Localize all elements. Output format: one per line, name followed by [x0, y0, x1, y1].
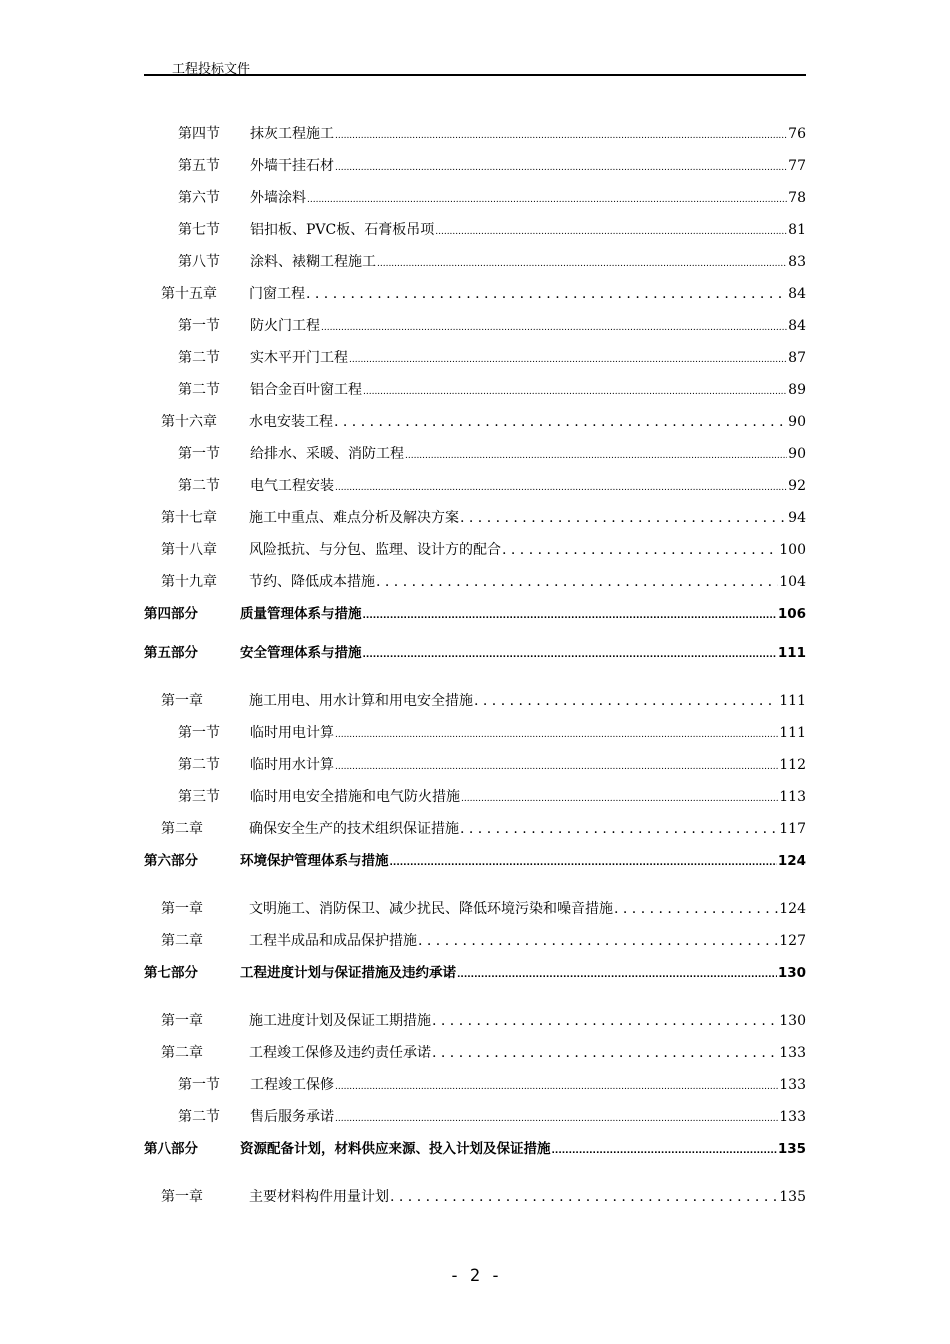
- toc-entry-number: 第七节: [178, 222, 220, 238]
- toc-entry-title: 外墙涂料: [250, 190, 306, 206]
- toc-entry-title: 临时用水计算: [250, 757, 334, 773]
- toc-entry-page: 81: [788, 222, 806, 238]
- toc-entry-number: 第六部分: [144, 853, 198, 869]
- toc-entry-title: 工程进度计划与保证措施及违约承诺: [240, 965, 456, 981]
- toc-entry-page: 94: [788, 510, 806, 526]
- toc-entry[interactable]: [144, 604, 806, 624]
- toc-entry-page: 130: [779, 1013, 806, 1029]
- toc-entry-number: 第二章: [161, 933, 203, 949]
- toc-entry-title: 临时用电安全措施和电气防火措施: [250, 789, 460, 805]
- toc-leader-dots: [363, 380, 787, 402]
- toc-leader-dots: [457, 963, 777, 985]
- toc-entry-number: 第二节: [178, 478, 220, 494]
- toc-entry[interactable]: [161, 540, 806, 560]
- toc-entry-title: 文明施工、消防保卫、减少扰民、降低环境污染和噪音措施: [249, 901, 613, 917]
- toc-entry-title: 防火门工程: [250, 318, 320, 334]
- toc-entry-title: 涂料、裱糊工程施工: [250, 254, 376, 270]
- toc-entry-page: 78: [788, 190, 806, 206]
- page-number: - 2 -: [449, 1266, 501, 1286]
- toc-leader-dots: [552, 1139, 777, 1161]
- toc-leader-dots: [349, 348, 787, 370]
- toc-entry[interactable]: [178, 252, 806, 272]
- toc-entry-page: 133: [779, 1045, 806, 1061]
- toc-entry-number: 第二节: [178, 1109, 220, 1125]
- toc-entry-number: 第四部分: [144, 606, 198, 622]
- toc-entry-page: 104: [779, 574, 806, 590]
- toc-entry[interactable]: [178, 1075, 806, 1095]
- toc-entry[interactable]: [178, 1107, 806, 1127]
- toc-entry-number: 第十五章: [161, 286, 217, 302]
- toc-entry[interactable]: [161, 819, 806, 839]
- toc-entry-page: 135: [779, 1189, 806, 1205]
- toc-leader-dots: [461, 787, 778, 809]
- toc-entry-page: 84: [788, 318, 806, 334]
- toc-entry[interactable]: [161, 1187, 806, 1207]
- toc-entry-page: 111: [777, 645, 806, 661]
- toc-entry-title: 临时用电计算: [250, 725, 334, 741]
- toc-entry-number: 第十七章: [161, 510, 217, 526]
- toc-leader-dots: [474, 691, 778, 711]
- toc-entry-number: 第十八章: [161, 542, 217, 558]
- toc-entry-page: 111: [779, 725, 806, 741]
- toc-entry[interactable]: [178, 348, 806, 368]
- toc-entry-page: 113: [779, 789, 806, 805]
- toc-entry-number: 第一章: [161, 693, 203, 709]
- toc-entry[interactable]: [178, 220, 806, 240]
- toc-entry-number: 第五节: [178, 158, 220, 174]
- toc-entry-title: 工程竣工保修及违约责任承诺: [249, 1045, 431, 1061]
- toc-entry-title: 安全管理体系与措施: [240, 645, 362, 661]
- toc-entry-title: 售后服务承诺: [250, 1109, 334, 1125]
- toc-entry-page: 135: [777, 1141, 806, 1157]
- toc-entry-title: 质量管理体系与措施: [240, 606, 362, 622]
- toc-entry[interactable]: [178, 476, 806, 496]
- toc-entry-page: 89: [788, 382, 806, 398]
- toc-leader-dots: [460, 819, 778, 839]
- toc-entry-number: 第二节: [178, 757, 220, 773]
- toc-entry-page: 90: [788, 414, 806, 430]
- toc-entry-number: 第一节: [178, 318, 220, 334]
- toc-entry[interactable]: [161, 899, 806, 919]
- toc-entry-number: 第八节: [178, 254, 220, 270]
- toc-entry-page: 127: [779, 933, 806, 949]
- toc-entry-number: 第二节: [178, 382, 220, 398]
- toc-entry-title: 工程竣工保修: [250, 1077, 334, 1093]
- toc-leader-dots: [335, 156, 787, 178]
- toc-leader-dots: [335, 1107, 778, 1129]
- toc-entry-title: 施工用电、用水计算和用电安全措施: [249, 693, 473, 709]
- toc-entry-page: 130: [777, 965, 806, 981]
- toc-entry-page: 117: [779, 821, 806, 837]
- toc-entry-title: 门窗工程: [249, 286, 305, 302]
- header-divider: [144, 74, 806, 76]
- toc-entry-number: 第八部分: [144, 1141, 198, 1157]
- toc-leader-dots: [418, 931, 778, 951]
- toc-entry-page: 76: [788, 126, 806, 142]
- toc-entry-page: 92: [788, 478, 806, 494]
- toc-leader-dots: [390, 851, 777, 873]
- toc-leader-dots: [502, 540, 778, 560]
- toc-entry[interactable]: [161, 931, 806, 951]
- toc-leader-dots: [432, 1011, 778, 1031]
- toc-entry-number: 第四节: [178, 126, 220, 142]
- toc-entry-page: 133: [779, 1109, 806, 1125]
- toc-entry-number: 第二章: [161, 1045, 203, 1061]
- toc-entry-title: 实木平开门工程: [250, 350, 348, 366]
- toc-entry-page: 111: [779, 693, 806, 709]
- toc-entry-page: 100: [779, 542, 806, 558]
- toc-entry[interactable]: [161, 1011, 806, 1031]
- toc-entry-number: 第六节: [178, 190, 220, 206]
- toc-entry-page: 77: [788, 158, 806, 174]
- toc-leader-dots: [335, 1075, 778, 1097]
- toc-entry-number: 第一章: [161, 1013, 203, 1029]
- toc-leader-dots: [405, 444, 787, 466]
- toc-entry-number: 第二节: [178, 350, 220, 366]
- toc-entry[interactable]: [178, 156, 806, 176]
- toc-entry-number: 第十九章: [161, 574, 217, 590]
- toc-entry[interactable]: [161, 412, 806, 432]
- toc-entry-number: 第五部分: [144, 645, 198, 661]
- toc-entry-page: 83: [788, 254, 806, 270]
- toc-entry-title: 铝扣板、PVC板、石膏板吊项: [250, 222, 435, 238]
- toc-entry-title: 风险抵抗、与分包、监理、设计方的配合: [249, 542, 501, 558]
- toc-entry[interactable]: [161, 691, 806, 711]
- toc-entry-number: 第十六章: [161, 414, 217, 430]
- toc-entry-title: 主要材料构件用量计划: [249, 1189, 389, 1205]
- toc-entry[interactable]: [178, 316, 806, 336]
- toc-leader-dots: [334, 412, 787, 432]
- toc-entry[interactable]: [178, 444, 806, 464]
- toc-entry-page: 90: [788, 446, 806, 462]
- toc-entry-number: 第一节: [178, 1077, 220, 1093]
- toc-entry[interactable]: [161, 1043, 806, 1063]
- toc-entry-title: 工程半成品和成品保护措施: [249, 933, 417, 949]
- toc-leader-dots: [307, 188, 787, 210]
- toc-leader-dots: [335, 124, 787, 146]
- toc-entry[interactable]: [144, 851, 806, 871]
- toc-entry-title: 外墙干挂石材: [250, 158, 334, 174]
- toc-leader-dots: [363, 604, 777, 626]
- toc-entry-title: 水电安装工程: [249, 414, 333, 430]
- toc-entry-title: 节约、降低成本措施: [249, 574, 375, 590]
- toc-entry[interactable]: [178, 124, 806, 144]
- toc-leader-dots: [377, 252, 787, 274]
- toc-entry-number: 第二章: [161, 821, 203, 837]
- toc-entry[interactable]: [178, 380, 806, 400]
- toc-entry[interactable]: [178, 787, 806, 807]
- toc-leader-dots: [321, 316, 787, 338]
- toc-entry[interactable]: [161, 284, 806, 304]
- toc-entry-page: 106: [777, 606, 806, 622]
- toc-entry[interactable]: [144, 963, 806, 983]
- toc-entry-page: 133: [779, 1077, 806, 1093]
- toc-entry[interactable]: [161, 572, 806, 592]
- toc-entry-title: 资源配备计划，材料供应来源、投入计划及保证措施: [240, 1141, 551, 1157]
- toc-entry-number: 第一节: [178, 725, 220, 741]
- toc-entry-title: 铝合金百叶窗工程: [250, 382, 362, 398]
- toc-leader-dots: [460, 508, 787, 528]
- toc-entry-page: 84: [788, 286, 806, 302]
- toc-leader-dots: [390, 1187, 778, 1207]
- toc-entry[interactable]: [144, 643, 806, 663]
- toc-entry-title: 抹灰工程施工: [250, 126, 334, 142]
- toc-entry-title: 确保安全生产的技术组织保证措施: [249, 821, 459, 837]
- toc-leader-dots: [335, 476, 787, 498]
- toc-leader-dots: [435, 220, 787, 242]
- toc-leader-dots: [335, 755, 778, 777]
- toc-entry-title: 电气工程安装: [250, 478, 334, 494]
- toc-entry-title: 施工进度计划及保证工期措施: [249, 1013, 431, 1029]
- toc-entry-title: 施工中重点、难点分析及解决方案: [249, 510, 459, 526]
- toc-entry-number: 第一章: [161, 901, 203, 917]
- toc-entry-page: 124: [777, 853, 806, 869]
- toc-entry-title: 给排水、采暖、消防工程: [250, 446, 404, 462]
- toc-entry-page: 124: [779, 901, 806, 917]
- toc-entry[interactable]: [178, 755, 806, 775]
- toc-entry-number: 第三节: [178, 789, 220, 805]
- toc-entry[interactable]: [178, 188, 806, 208]
- toc-entry-title: 环境保护管理体系与措施: [240, 853, 389, 869]
- toc-entry-page: 112: [779, 757, 806, 773]
- toc-leader-dots: [376, 572, 778, 592]
- toc-leader-dots: [432, 1043, 778, 1063]
- toc-entry-page: 87: [788, 350, 806, 366]
- toc-leader-dots: [363, 643, 777, 665]
- toc-entry-number: 第一节: [178, 446, 220, 462]
- toc-entry[interactable]: [161, 508, 806, 528]
- toc-leader-dots: [335, 723, 778, 745]
- toc-entry-number: 第七部分: [144, 965, 198, 981]
- toc-entry[interactable]: [178, 723, 806, 743]
- toc-entry-number: 第一章: [161, 1189, 203, 1205]
- toc-leader-dots: [306, 284, 787, 304]
- document-header-title: 工程投标文件: [172, 62, 251, 77]
- toc-leader-dots: [614, 899, 778, 919]
- toc-entry[interactable]: [144, 1139, 806, 1159]
